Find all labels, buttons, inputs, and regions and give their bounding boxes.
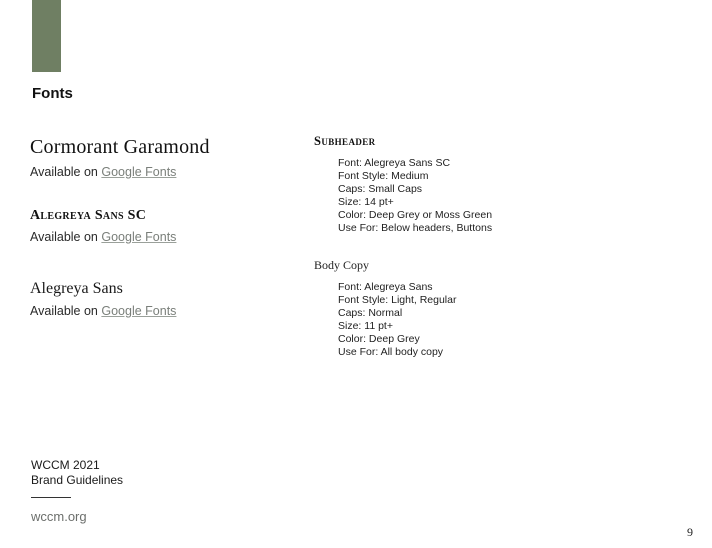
- font-name: Cormorant Garamond: [30, 136, 210, 158]
- spec-title: Subheader: [314, 134, 376, 148]
- google-fonts-link[interactable]: Google Fonts: [101, 165, 177, 179]
- spec-line: Caps: Small Caps: [338, 183, 423, 195]
- spec-title: Body Copy: [314, 258, 370, 272]
- spec-list: [314, 281, 456, 359]
- subheader-spec: [314, 134, 492, 235]
- google-fonts-link[interactable]: Google Fonts: [101, 304, 177, 318]
- page-number: 9: [687, 525, 693, 539]
- footer-doc-title: Brand Guidelines: [31, 473, 124, 487]
- availability-prefix: Available on: [30, 165, 98, 179]
- spec-line: Color: Deep Grey or Moss Green: [338, 209, 493, 221]
- font-sample-cormorant-garamond: [30, 136, 210, 179]
- font-name: Alegreya Sans SC: [30, 208, 147, 223]
- spec-line: Font Style: Light, Regular: [338, 294, 457, 306]
- website-link[interactable]: wccm.org: [31, 509, 87, 524]
- page-title: Fonts: [32, 85, 73, 102]
- spec-line: Caps: Normal: [338, 307, 403, 319]
- footer-event: WCCM 2021: [31, 458, 100, 472]
- footer-divider: [31, 497, 71, 498]
- availability-text: [30, 165, 210, 179]
- spec-line: Font Style: Medium: [338, 170, 429, 182]
- availability-prefix: Available on: [30, 304, 98, 318]
- google-fonts-link[interactable]: Google Fonts: [101, 230, 177, 244]
- spec-line: Use For: All body copy: [338, 346, 444, 358]
- footer: [31, 458, 123, 526]
- body-copy-spec: [314, 258, 456, 359]
- spec-line: Font: Alegreya Sans SC: [338, 157, 451, 169]
- spec-line: Color: Deep Grey: [338, 333, 420, 345]
- spec-line: Size: 11 pt+: [338, 320, 393, 332]
- spec-line: Use For: Below headers, Buttons: [338, 222, 493, 234]
- font-sample-alegreya-sans: [30, 280, 176, 318]
- spec-list: [314, 157, 492, 235]
- spec-line: Size: 14 pt+: [338, 196, 394, 208]
- availability-text: [30, 304, 176, 318]
- availability-prefix: Available on: [30, 230, 98, 244]
- availability-text: [30, 230, 176, 244]
- spec-line: Font: Alegreya Sans: [338, 281, 433, 293]
- font-sample-alegreya-sans-sc: [30, 208, 176, 244]
- font-name: Alegreya Sans: [30, 280, 123, 297]
- accent-bar: [32, 0, 61, 72]
